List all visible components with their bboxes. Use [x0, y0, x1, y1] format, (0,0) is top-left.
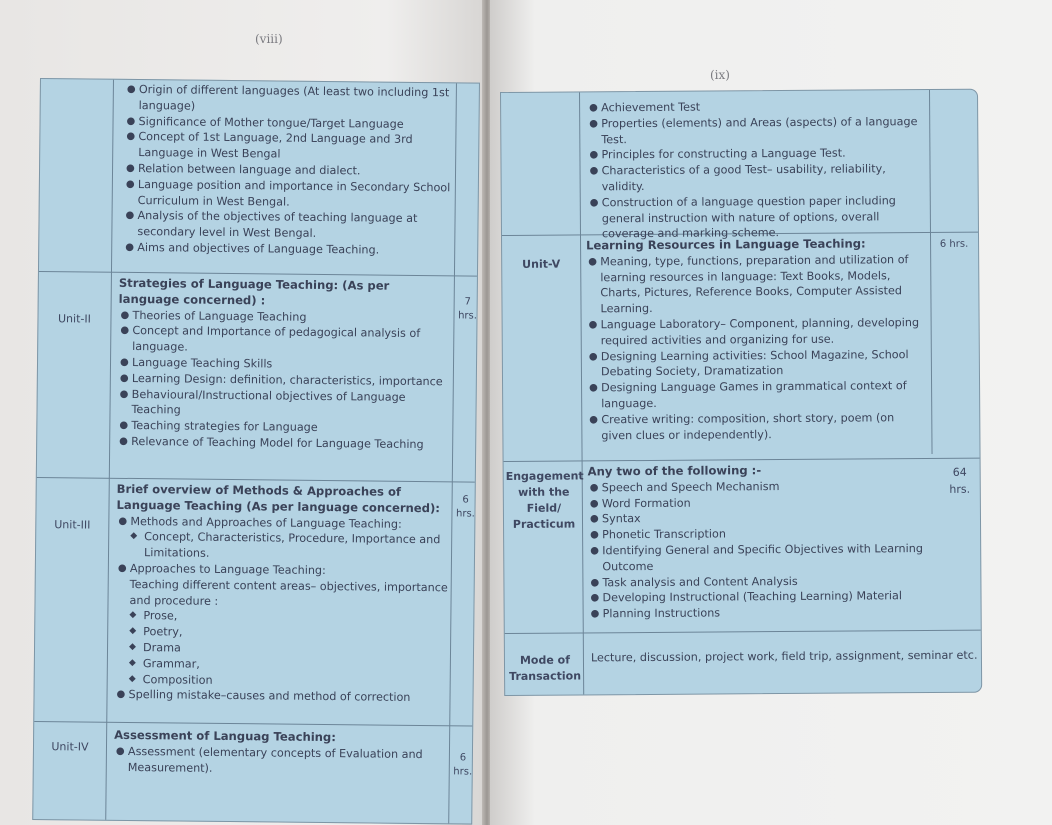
list-item: ● Identifying General and Specific Objectives with Learning Outcome: [590, 542, 923, 574]
list-item: ● Behavioural/Instructional objectives of Language Teaching: [119, 387, 406, 417]
unit-ii-content: [117, 276, 451, 453]
unit-v-hours: 6 hrs.: [939, 238, 969, 250]
list-item: ● Language Teaching Skills: [119, 355, 273, 371]
list-item: ● Theories of Language Teaching: [120, 308, 307, 324]
unit-iii-content: [114, 482, 450, 707]
list-item: ● Learning Design: definition, characteristics, importance: [119, 371, 443, 389]
unit-v-heading: Learning Resources in Language Teaching:: [586, 236, 866, 253]
engagement-hours: 64 hrs.: [949, 465, 971, 496]
list-item: ● Spelling mistake–causes and method of correction: [116, 688, 411, 705]
left-page: [0, 0, 484, 825]
page-number: (viii): [255, 32, 283, 46]
syllabus-table-right: [500, 89, 982, 696]
unit-ii-heading: Strategies of Language Teaching: (As per language concerned) :: [118, 275, 390, 308]
list-item: ● Concept of 1st Language, 2nd Language and 3rd Language in West Bengal: [126, 130, 413, 161]
list-item: ● Speech and Speech Mechanism: [589, 479, 780, 495]
unit-iv-hours: 6 hrs.: [453, 752, 473, 778]
list-item: ● Principles for constructing a Language Test.: [589, 146, 846, 162]
list-item: ● Creative writing: composition, short story, poem (on given clues or independently).: [589, 411, 895, 442]
top-items: [123, 82, 455, 259]
sub-list-item: ◆ Prose,: [129, 609, 178, 623]
unit-iii-hours: 6 hrs.: [455, 494, 475, 520]
list-item: ● Analysis of the objectives of teaching language at secondary level in West Bengal.: [125, 209, 418, 241]
unit-v-content: [586, 236, 927, 444]
list-item: ● Characteristics of a good Test– usability, reliability, validity.: [589, 162, 886, 194]
list-item: ● Assessment (elementary concepts of Evaluation and Measurement).: [115, 744, 423, 775]
list-item: ● Concept and Importance of pedagogical analysis of language.: [120, 324, 421, 354]
list-item: ● Phonetic Transcription: [590, 527, 726, 542]
right-page: [490, 0, 1052, 825]
unit-iv-label: Unit-IV: [51, 740, 89, 754]
list-item: ● Designing Learning activities: School Magazine, School Debating Society, Dramatization: [588, 347, 909, 379]
sub-list-item: ◆ Poetry,: [129, 625, 183, 639]
list-item: ● Construction of a language question paper including general instruction with nature of options, overall coverage and marking scheme.: [589, 194, 896, 241]
list-item: ● Meaning, type, functions, preparation and utilization of learning resources in language: Text Books, Models, Charts, Pictures, Reference Books, Computer Assisted Learning.: [588, 252, 909, 316]
unit-iii-heading: Brief overview of Methods & Approaches of Language Teaching (As per language concerned):: [116, 481, 441, 516]
list-item: ● Task analysis and Content Analysis: [590, 574, 798, 589]
sub-list-item: ◆ Drama: [128, 641, 181, 655]
syllabus-table-left: [32, 78, 480, 825]
sub-list-item: ◆ Composition: [128, 672, 213, 687]
list-item: ● Origin of different languages (At least two including 1st language): [126, 83, 450, 113]
unit-iii-label: Unit-III: [54, 518, 91, 532]
unit-ii-hours: 7 hrs.: [458, 296, 478, 322]
list-item: ● Aims and objectives of Language Teaching.: [125, 240, 380, 257]
list-item: ● Designing Language Games in grammatical context of language.: [589, 379, 907, 411]
mode-label: Mode of Transaction: [509, 653, 582, 683]
sub-list-item: ◆ Grammar,: [128, 656, 200, 671]
page-number: (ix): [710, 68, 730, 82]
list-item: ● Properties (elements) and Areas (aspects) of a language Test.: [589, 114, 918, 146]
engagement-heading: Any two of the following :-: [587, 463, 762, 479]
list-item: ● Significance of Mother tongue/Target Language: [126, 114, 404, 131]
list-item: ● Approaches to Language Teaching:: [117, 561, 326, 578]
unit-iv-content: [114, 728, 446, 779]
top-items: [587, 98, 926, 243]
item-text: Teaching different content areas– objectives, importance and procedure :: [129, 577, 448, 608]
list-item: ● Teaching strategies for Language: [119, 419, 318, 435]
unit-iv-heading: Assessment of Languag Teaching:: [114, 727, 336, 745]
list-item: ● Word Formation: [589, 496, 691, 510]
list-item: ● Developing Instructional (Teaching Learning) Material: [590, 589, 902, 605]
list-item: ● Relation between language and dialect.: [126, 162, 361, 178]
mode-text: Lecture, discussion, project work, field trip, assignment, seminar etc.: [590, 648, 978, 665]
list-item: ● Relevance of Teaching Model for Language Teaching: [119, 434, 424, 452]
engagement-label: Engagement with the Field/ Practicum: [505, 469, 584, 531]
list-item: ● Language position and importance in Secondary School Curriculum in West Bengal.: [125, 177, 451, 209]
list-item: ● Planning Instructions: [590, 606, 721, 621]
sub-list-item: ◆ Concept, Characteristics, Procedure, Importance and Limitations.: [130, 530, 441, 560]
list-item: ● Syntax: [589, 512, 641, 526]
list-item: ● Achievement Test: [589, 100, 701, 115]
list-item: ● Methods and Approaches of Language Teaching:: [118, 514, 402, 531]
engagement-content: [588, 462, 935, 622]
unit-ii-label: Unit-II: [57, 312, 91, 326]
list-item: ● Language Laboratory– Component, planning, developing required activities and organizing for use.: [588, 316, 920, 348]
unit-v-label: Unit-V: [522, 257, 561, 271]
